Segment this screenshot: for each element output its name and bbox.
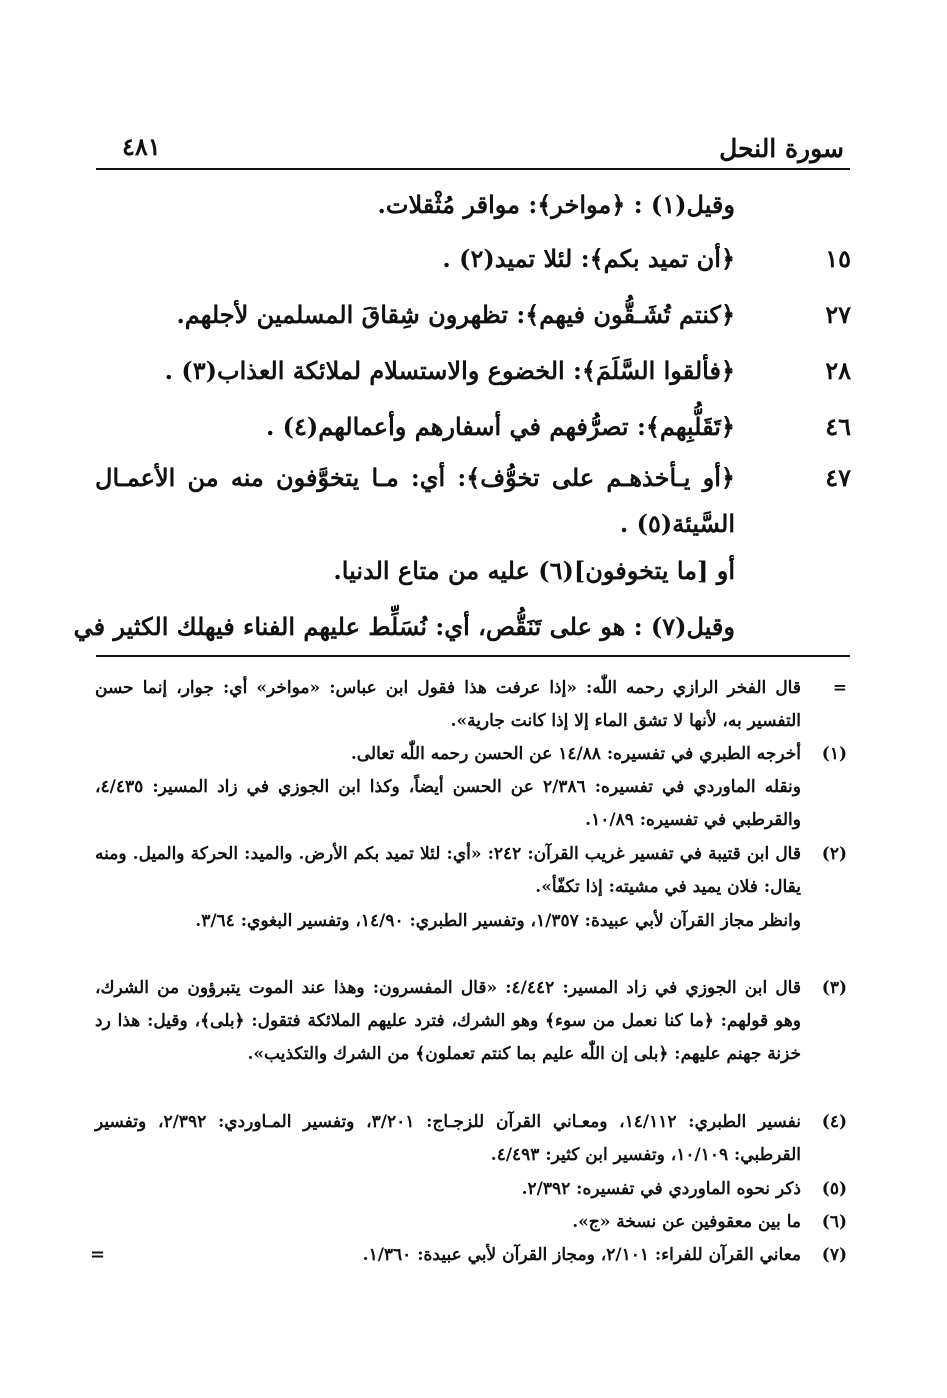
verse-number-47: ٤٧	[825, 463, 851, 492]
footnote-text: ذكر نحوه الماوردي في تفسيره: ٢/٣٩٢.	[521, 1179, 801, 1199]
footnote-continuation	[95, 672, 847, 738]
footnote-text: قال الفخر الرازي رحمه اللّٰه: «إذا عرفت هذا فقول ابن عباس: «مواخر» أي: جوار، إنما حسن التفسير به، لأنها لا تشق الماء إلا إذا كانت جارية».	[95, 678, 801, 731]
footnote-mark: (٥)	[821, 1179, 847, 1199]
verse-number-27: ٢٧	[825, 300, 851, 329]
footnote-mark: (٧)	[821, 1245, 847, 1265]
verse-line-47: ﴿أو يـأخذهـم على تخوُّف﴾: أي: مـا يتخوَّفون منه من الأعمـال السَّيئة(٥) .	[95, 463, 735, 538]
footnote-text: نفسير الطبري: ١٤/١١٢، ومعـاني القرآن للزجـاج: ٣/٢٠١، وتفسير المـاوردي: ٢/٣٩٢، وتفسير القرطبي: ١٠/١٠٩، وتفسير ابن كثير: ٤/٤٩٣.	[95, 1112, 802, 1165]
footnote-1-cont	[95, 771, 847, 837]
footnote-5	[95, 1173, 847, 1206]
verse-number-15: ١٥	[825, 244, 851, 273]
footnote-text: قال ابن الجوزي في زاد المسير: ٤/٤٤٢: «قال المفسرون: وهذا عند الموت يتبرؤون من الشرك، وهو قولهم: ﴿ما كنا نعمل من سوء﴾ وهو الشرك، فترد عليهم الملائكة فتقول: ﴿بلى﴾، وقيل: هذا رد خزنة جهنم عليهم: ﴿بلى إن اللّٰه عليم بما كنتم تعملون﴾ من الشرك والتكذيب».	[95, 978, 801, 1064]
verse-line-15: ﴿أن تميد بكم﴾: لئلا تميد(٢) .	[442, 244, 735, 273]
footnote-mark: =	[832, 678, 847, 698]
surah-title: سورة النحل	[719, 134, 844, 163]
footnote-text: ما بين معقوفين عن نسخة «ج».	[572, 1212, 801, 1232]
footnote-separator	[96, 655, 850, 657]
verse-number-28: ٢٨	[825, 356, 851, 385]
footnote-mark: (٤)	[821, 1112, 847, 1132]
footnote-6	[95, 1206, 847, 1239]
footnote-text: أخرجه الطبري في تفسيره: ١٤/٨٨ عن الحسن رحمه اللّٰه تعالى.	[350, 744, 801, 764]
footnote-2-cont	[95, 905, 847, 938]
footnote-4	[95, 1106, 847, 1172]
page-number: ٤٨١	[122, 132, 161, 161]
verse-number-46: ٤٦	[825, 412, 851, 441]
footnote-mark: (٦)	[821, 1212, 847, 1232]
footnote-mark: (٣)	[821, 978, 847, 998]
continuation-mark: =	[90, 1244, 106, 1265]
footnote-mark: (٢)	[821, 844, 847, 864]
verse-line-last: وقيل(٧) : هو على تَنَقُّص، أي: نُسَلِّط عليهم الفناء فيهلك الكثير في	[73, 612, 735, 641]
footnote-1	[95, 738, 847, 771]
footnote-text: معاني القرآن للفراء: ٢/١٠١، ومجاز القرآن لأبي عبيدة: ١/٣٦٠.	[362, 1245, 801, 1265]
footnote-3	[95, 972, 847, 1071]
footnote-2	[95, 838, 847, 904]
verse-line-46: ﴿تَقَلُّبِهم﴾: تصرُّفهم في أسفارهم وأعمالهم(٤) .	[265, 412, 735, 441]
footnote-text: قال ابن قتيبة في تفسير غريب القرآن: ٢٤٢: «أي: لئلا تميد بكم الأرض. والميد: الحركة والميل. ومنه يقال: فلان يميد في مشيته: إذا تكفّأ».	[95, 844, 801, 897]
footnote-text: وانظر مجاز القرآن لأبي عبيدة: ١/٣٥٧، وتفسير الطبري: ١٤/٩٠، وتفسير البغوي: ٣/٦٤.	[195, 911, 801, 931]
verse-line-28: ﴿فألقوا السَّلَمَ﴾: الخضوع والاستسلام لملائكة العذاب(٣) .	[164, 356, 735, 385]
verse-line-0: وقيل(١) : ﴿مواخر﴾: مواقر مُثْقلات.	[377, 190, 735, 219]
page-header	[96, 128, 850, 170]
footnote-7	[95, 1239, 847, 1272]
verse-line-27: ﴿كنتم تُشَـقُّون فيهم﴾: تظهرون شِقاقَ المسلمين لأجلهم.	[176, 300, 735, 329]
verse-line-alt: أو [ما يتخوفون](٦) عليه من متاع الدنيا.	[333, 556, 735, 585]
footnote-mark: (١)	[821, 744, 847, 764]
footnote-text: ونقله الماوردي في تفسيره: ٢/٣٨٦ عن الحسن أيضاً، وكذا ابن الجوزي في زاد المسير: ٤/٤٣٥، والقرطبي في تفسيره: ١٠/٨٩.	[95, 777, 801, 830]
